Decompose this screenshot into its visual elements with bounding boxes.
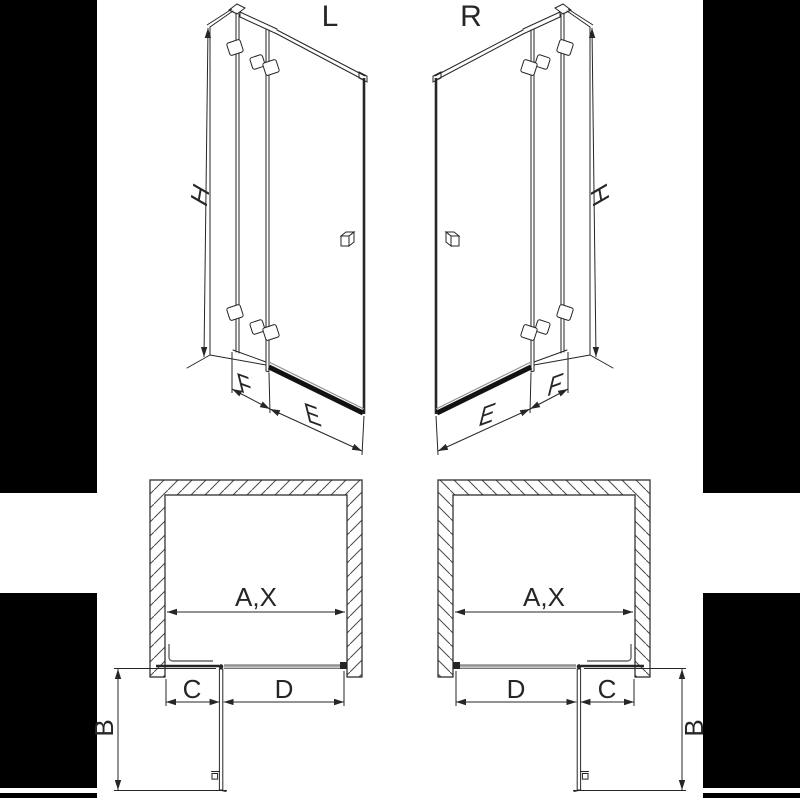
dim-label-d-right: D xyxy=(506,674,526,704)
dim-label-b-right: B xyxy=(679,719,709,737)
dim-label-e-left: E xyxy=(301,396,325,434)
mask-bar-left-bottom xyxy=(0,593,97,788)
right-plan-drawing xyxy=(438,480,686,792)
mask-bar-left-top xyxy=(0,0,97,493)
dim-label-b-left: B xyxy=(89,719,119,737)
mask-bar-right-bottom xyxy=(703,593,800,788)
left-variant-label: L xyxy=(321,0,339,33)
left-door-isometric-drawing xyxy=(187,0,367,455)
dim-label-f-left: F xyxy=(234,367,256,404)
dim-label-f-right: F xyxy=(544,367,566,404)
dim-label-opening-right: A,X xyxy=(523,582,565,612)
left-plan-drawing xyxy=(114,480,362,792)
right-variant-label: R xyxy=(460,0,482,33)
dim-label-c-right: C xyxy=(597,674,617,704)
dim-label-d-left: D xyxy=(274,674,294,704)
hinge-icons xyxy=(226,39,279,341)
dim-label-height-left: H xyxy=(186,178,216,212)
right-door-isometric-drawing xyxy=(433,0,613,455)
door-handle-icon xyxy=(341,232,354,246)
dim-label-opening-left: A,X xyxy=(235,582,277,612)
mask-bar-right-top xyxy=(703,0,800,493)
mask-bar-left-strip xyxy=(0,793,97,798)
mask-bar-right-strip xyxy=(703,793,800,798)
dim-label-c-left: C xyxy=(182,674,202,704)
dim-label-e-right: E xyxy=(475,396,499,434)
dim-label-height-right: H xyxy=(584,178,614,212)
